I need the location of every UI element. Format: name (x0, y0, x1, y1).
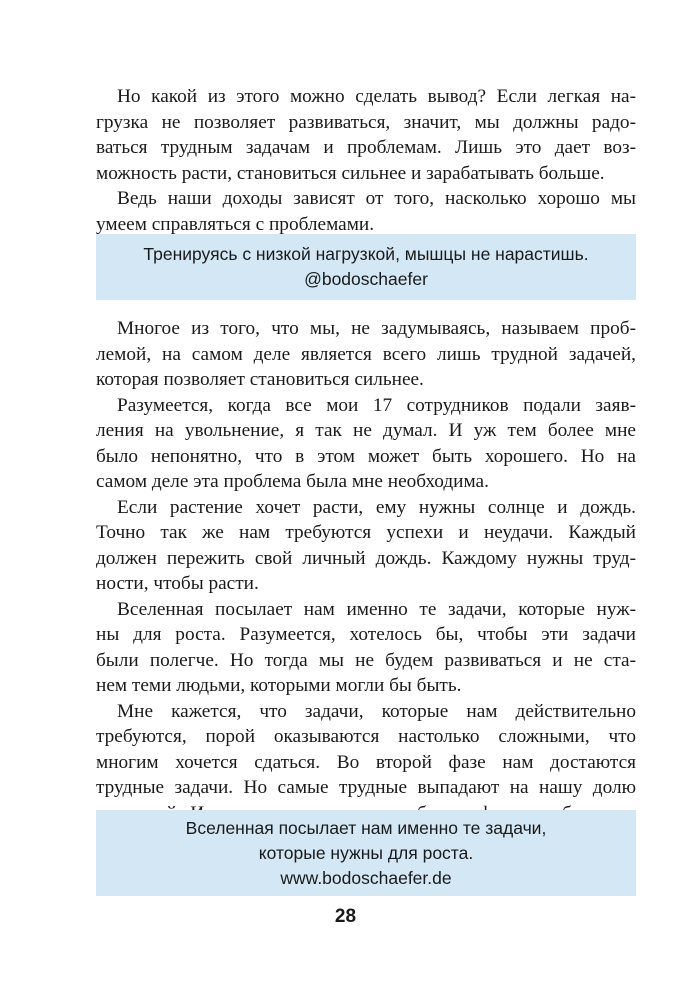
paragraph (96, 316, 636, 393)
text-line: ности, чтобы расти. (96, 573, 259, 594)
text-line: лемой, на самом деле является всего лишь трудной задачей, (96, 343, 636, 365)
paragraph (96, 393, 636, 495)
text-line: Многое из того, что мы, не задумываясь, называем проб- (117, 318, 636, 339)
quote-box-1 (96, 234, 636, 300)
paragraph (96, 186, 636, 237)
text-line: трудные задачи. Но самые трудные выпадают на нашу долю (96, 777, 636, 798)
quote-handle: @bodoschaefer (304, 269, 428, 289)
quote-url: www.bodoschaefer.de (280, 868, 452, 888)
text-line: которая позволяет становиться сильнее. (96, 369, 424, 390)
text-line: Мне кажется, что задачи, которые нам действительно (117, 700, 636, 722)
text-line: требуются, порой оказываются настолько сложными, что (96, 726, 636, 747)
text-line: Но какой из этого можно сделать вывод? Если легкая на- (117, 86, 636, 107)
quote-line: Вселенная посылает нам именно те задачи, (185, 818, 547, 838)
text-line: было непонятно, что в этом может быть хорошего. Но на (96, 445, 636, 467)
text-line: самом деле эта проблема была мне необходима. (96, 471, 489, 492)
text-line: ваться трудным задачам и проблемам. Лишь это дает воз- (96, 137, 636, 158)
quote-box-2 (96, 810, 636, 896)
text-line: Вселенная посылает нам именно те задачи, которые нуж- (117, 598, 636, 620)
text-line: Точно так же нам требуются успехи и неудачи. Каждый (96, 522, 636, 543)
text-line: были полегче. Но тогда мы не будем развиваться и не ста- (96, 649, 636, 671)
page-number: 28 (334, 906, 357, 927)
text-line: Если растение хочет расти, ему нужны солнце и дождь. (117, 496, 636, 518)
text-line: ны для роста. Разумеется, хотелось бы, чтобы эти задачи (96, 624, 636, 645)
text-line: многим хочется сдаться. Во второй фазе нам достаются (96, 751, 636, 773)
text-line: грузка не позволяет развиваться, значит, мы должны радо- (96, 111, 636, 133)
text-block-top (96, 84, 636, 237)
text-line: должен пережить свой личный дождь. Каждому нужны труд- (96, 547, 636, 569)
quote-line: которые нужны для роста. (258, 843, 474, 863)
paragraph (96, 84, 636, 186)
quote-text: Тренируясь с низкой нагрузкой, мышцы не нарастишь. (143, 244, 589, 264)
paragraph (96, 597, 636, 699)
text-line: умеем справляться с проблемами. (96, 213, 375, 235)
text-line: ления на увольнение, я так не думал. И уж тем более мне (96, 420, 636, 441)
text-line: Ведь наши доходы зависят от того, насколько хорошо мы (117, 188, 636, 209)
text-line: нем теми людьми, которыми могли бы быть. (96, 675, 462, 696)
text-line: Разумеется, когда все мои 17 сотрудников подали заяв- (117, 394, 636, 416)
paragraph (96, 495, 636, 597)
text-block-main (96, 316, 636, 852)
text-line: можность расти, становиться сильнее и зарабатывать больше. (96, 162, 605, 184)
